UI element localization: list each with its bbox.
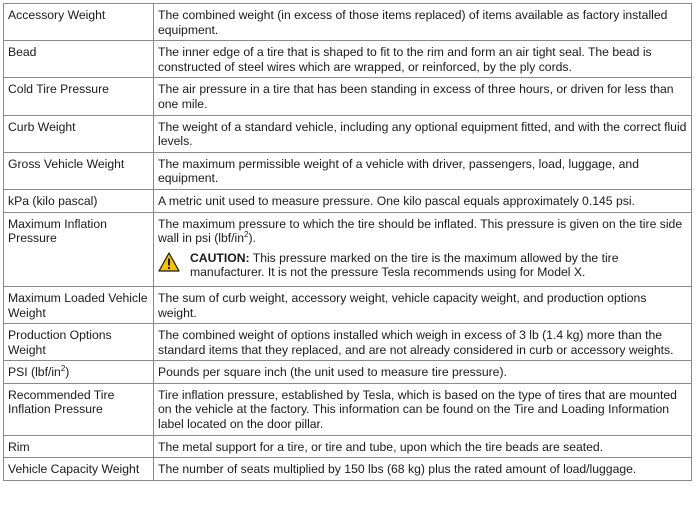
superscript: 2 (60, 364, 66, 374)
term-cell: kPa (kilo pascal) (4, 189, 154, 212)
definition-text-end: ). (248, 231, 256, 246)
term-cell: Maximum Inflation Pressure (4, 212, 154, 286)
definition-cell: The inner edge of a tire that is shaped to fit to the rim and form an air tight seal. The bead is constructed of steel wires which are wrapped, or reinforced, by the ply cords. (154, 41, 692, 78)
table-row (4, 115, 692, 152)
term-text-end: ) (65, 365, 70, 380)
table-row (4, 152, 692, 189)
term-cell: Accessory Weight (4, 4, 154, 41)
table-row (4, 361, 692, 384)
definition-text (158, 217, 687, 246)
tire-glossary-table (3, 3, 692, 481)
table-row (4, 458, 692, 481)
definition-cell: Tire inflation pressure, established by Tesla, which is based on the type of tires that are mounted on the vehicle at the factory. This information can be found on the Tire and Loading Information label located on the door pillar. (154, 383, 692, 435)
table-row (4, 4, 692, 41)
table-row (4, 189, 692, 212)
superscript: 2 (244, 230, 249, 240)
table-row (4, 78, 692, 115)
term-cell: Bead (4, 41, 154, 78)
table-row (4, 383, 692, 435)
caution-text: This pressure marked on the tire is the maximum allowed by the tire manufacturer. It is not the pressure Tesla recommends using for Model X. (190, 250, 619, 280)
term-cell: Maximum Loaded Vehicle Weight (4, 286, 154, 323)
caution-body (190, 251, 687, 280)
definition-cell: The metal support for a tire, or tire and tube, upon which the tire beads are seated. (154, 435, 692, 458)
table-row (4, 435, 692, 458)
term-cell: Curb Weight (4, 115, 154, 152)
definition-cell: Pounds per square inch (the unit used to measure tire pressure). (154, 361, 692, 384)
term-cell: Vehicle Capacity Weight (4, 458, 154, 481)
table-row (4, 286, 692, 323)
term-cell: Rim (4, 435, 154, 458)
definition-text-main: The maximum pressure to which the tire should be inflated. This pressure is given on the tire side wall in psi (lbf/in (158, 216, 683, 246)
definition-cell: A metric unit used to measure pressure. One kilo pascal equals approximately 0.145 psi. (154, 189, 692, 212)
caution-label: CAUTION: (190, 250, 250, 265)
warning-triangle-icon (158, 252, 180, 272)
table-row (4, 212, 692, 286)
definition-cell: The number of seats multiplied by 150 lbs (68 kg) plus the rated amount of load/luggage. (154, 458, 692, 481)
term-cell: Cold Tire Pressure (4, 78, 154, 115)
term-cell: Production Options Weight (4, 324, 154, 361)
definition-cell: The combined weight (in excess of those items replaced) of items available as factory installed equipment. (154, 4, 692, 41)
term-cell (4, 361, 154, 384)
caution-note (158, 251, 687, 280)
table-row (4, 324, 692, 361)
definition-cell: The weight of a standard vehicle, including any optional equipment fitted, and with the correct fluid levels. (154, 115, 692, 152)
term-cell: Gross Vehicle Weight (4, 152, 154, 189)
definition-cell: The air pressure in a tire that has been standing in excess of three hours, or driven for less than one mile. (154, 78, 692, 115)
table-row (4, 41, 692, 78)
term-cell: Recommended Tire Inflation Pressure (4, 383, 154, 435)
definition-cell: The sum of curb weight, accessory weight, vehicle capacity weight, and production options weight. (154, 286, 692, 323)
definition-cell: The maximum permissible weight of a vehicle with driver, passengers, load, luggage, and equipment. (154, 152, 692, 189)
definition-cell: The combined weight of options installed which weigh in excess of 3 lb (1.4 kg) more than the standard items that they replaced, and are not already considered in curb or accessory weights. (154, 324, 692, 361)
definition-cell (154, 212, 692, 286)
term-text: PSI (lbf/in (8, 365, 61, 380)
